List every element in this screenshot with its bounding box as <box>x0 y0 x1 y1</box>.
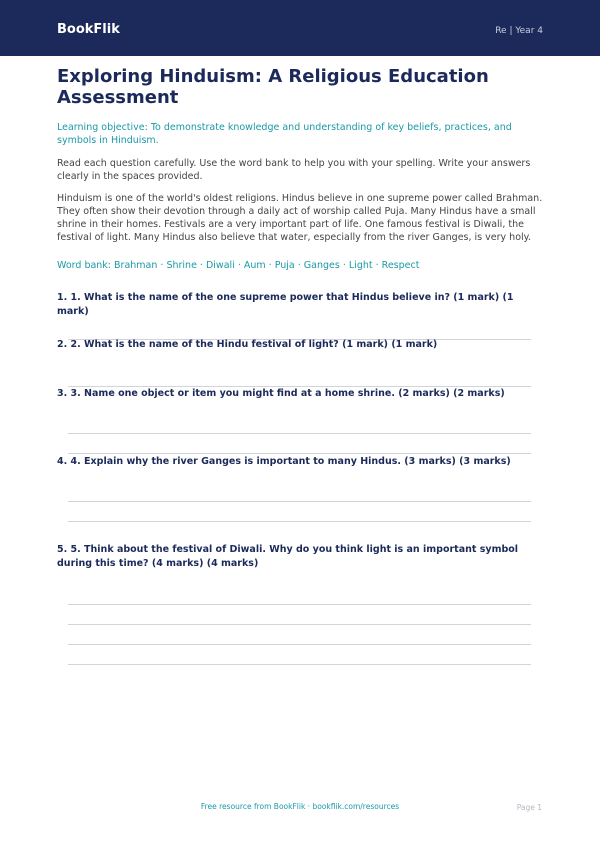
answer-line[interactable] <box>68 624 531 625</box>
answer-line[interactable] <box>68 453 531 454</box>
answer-line[interactable] <box>68 664 531 665</box>
question-4: 4. 4. Explain why the river Ganges is important to many Hindus. (3 marks) (3 marks) <box>57 456 511 467</box>
question-2: 2. 2. What is the name of the Hindu festival of light? (1 mark) (1 mark) <box>57 339 438 350</box>
brand-logo-text: BookFlik <box>57 22 120 37</box>
question-5: 5. 5. Think about the festival of Diwali. Why do you think light is an important symbol during this time? (4 marks) (4 marks) <box>57 544 519 569</box>
subject-year-label: Re | Year 4 <box>495 26 543 36</box>
question-3: 3. 3. Name one object or item you might find at a home shrine. (2 marks) (2 marks) <box>57 388 505 399</box>
footer-resource-link[interactable]: Free resource from BookFlik · bookflik.com/resources <box>200 802 400 811</box>
answer-line[interactable] <box>68 604 531 605</box>
answer-line[interactable] <box>68 521 531 522</box>
page-header <box>0 0 600 56</box>
learning-objective: Learning objective: To demonstrate knowledge and understanding of key beliefs, practices, and symbols in Hinduism. <box>57 122 512 146</box>
answer-line[interactable] <box>68 501 531 502</box>
page-title: Exploring Hinduism: A Religious Education Assessment <box>57 66 489 108</box>
intro-paragraph: Hinduism is one of the world's oldest religions. Hindus believe in one supreme power called Brahman. They often show their devotion through a daily act of worship called Puja. Many Hindus have a small shrine in their homes. Festivals are a very important part of life. One famous festival is Diwali, the festival of light. Many Hindus also believe that water, especially from the river Ganges, is very holy. <box>57 193 543 243</box>
instructions-text: Read each question carefully. Use the word bank to help you with your spelling. Write your answers clearly in the spaces provided. <box>57 158 531 182</box>
question-1: 1. 1. What is the name of the one supreme power that Hindus believe in? (1 mark) (1 mark) <box>57 292 514 317</box>
word-bank: Word bank: Brahman · Shrine · Diwali · Aum · Puja · Ganges · Light · Respect <box>57 260 420 271</box>
page-number: Page 1 <box>516 803 542 812</box>
answer-line[interactable] <box>68 644 531 645</box>
answer-line[interactable] <box>68 433 531 434</box>
